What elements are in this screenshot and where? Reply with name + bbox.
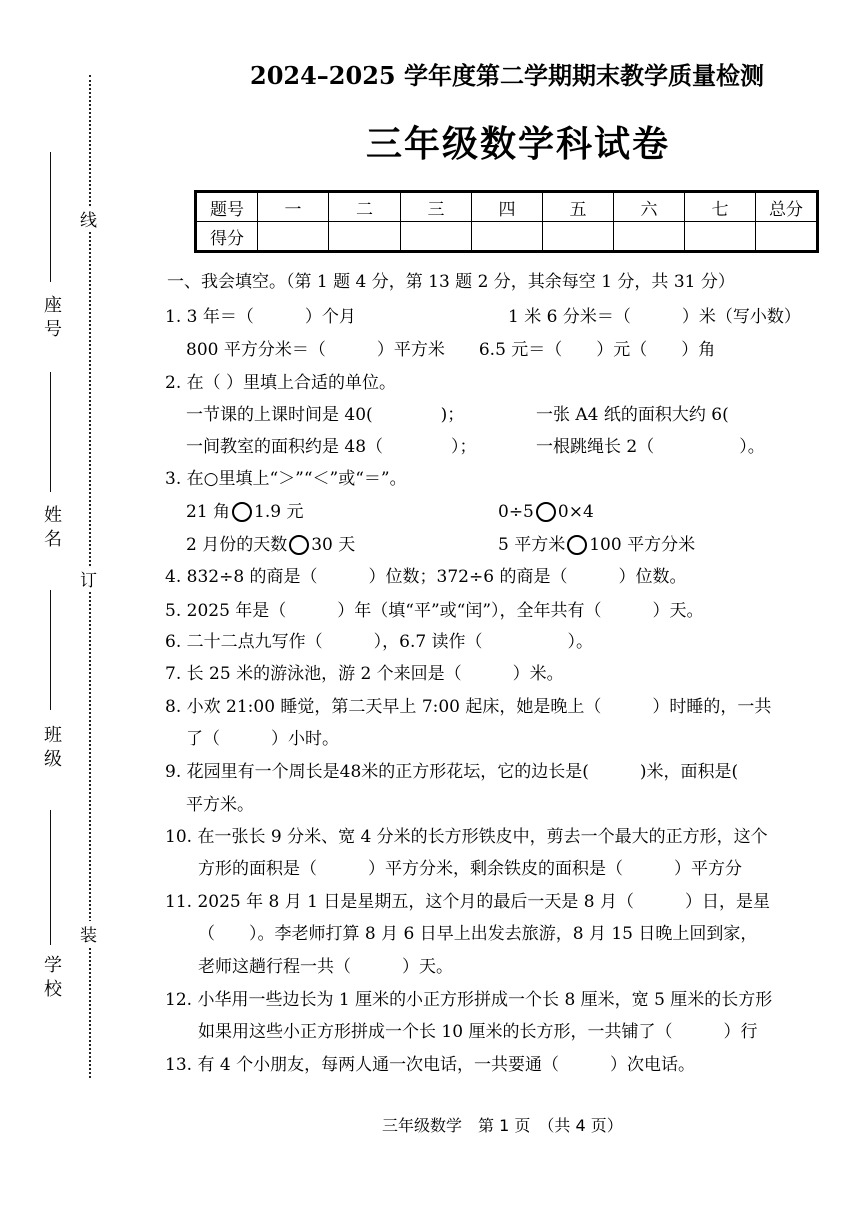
question-9b: 平方米。 bbox=[186, 795, 254, 815]
question-1b: 1 米 6 分米＝（ ）米（写小数） bbox=[508, 307, 801, 327]
question-3b-left: 0÷5 bbox=[498, 502, 534, 522]
question-3a-left: 21 角 bbox=[186, 502, 231, 522]
question-12b: 如果用这些小正方形拼成一个长 10 厘米的长方形，一共铺了（ ）行 bbox=[198, 1022, 758, 1042]
question-3a-right: 1.9 元 bbox=[254, 502, 304, 522]
school-blank bbox=[50, 810, 51, 945]
binding-marker-line: 线 bbox=[80, 206, 97, 231]
question-3d bbox=[498, 535, 695, 555]
binding-marker-ding: 订 bbox=[80, 566, 97, 591]
score-table-column: 五 bbox=[543, 192, 614, 222]
score-table-column: 三 bbox=[401, 192, 472, 222]
question-3d-left: 5 平方米 bbox=[498, 535, 566, 555]
question-2c: 一间教室的面积约是 48（ ）； bbox=[186, 437, 477, 457]
question-2b: 一张 A4 纸的面积大约 6( bbox=[536, 405, 729, 425]
question-8a: 8. 小欢 21:00 睡觉，第二天早上 7:00 起床，她是晚上（ ）时睡的，一共 bbox=[165, 697, 772, 717]
question-8b: 了（ ）小时。 bbox=[186, 729, 339, 749]
score-cell[interactable] bbox=[685, 222, 756, 252]
score-table-column: 总分 bbox=[756, 192, 818, 222]
question-3c-left: 2 月份的天数 bbox=[186, 535, 288, 555]
question-1a: 1. 3 年＝（ ）个月 bbox=[165, 307, 356, 327]
score-table-header-row bbox=[196, 192, 818, 222]
compare-circle[interactable] bbox=[536, 502, 556, 522]
score-table-column: 一 bbox=[258, 192, 329, 222]
binding-marker-zhuang: 装 bbox=[80, 921, 97, 946]
question-10a: 10. 在一张长 9 分米、宽 4 分米的长方形铁皮中，剪去一个最大的正方形，这个 bbox=[165, 827, 768, 847]
score-table bbox=[194, 190, 819, 253]
score-cell[interactable] bbox=[401, 222, 472, 252]
question-11a: 11. 2025 年 8 月 1 日是星期五，这个月的最后一天是 8 月（ ）日，是星 bbox=[165, 892, 770, 912]
question-5: 5. 2025 年是（ ）年（填“平”或“闰”），全年共有（ ）天。 bbox=[165, 601, 704, 621]
question-4: 4. 832÷8 的商是（ ）位数；372÷6 的商是（ ）位数。 bbox=[165, 567, 687, 587]
question-11b: （ ）。李老师打算 8 月 6 日早上出发去旅游，8 月 15 日晚上回到家， bbox=[198, 924, 758, 944]
class-label: 班级 bbox=[41, 725, 62, 773]
name-blank bbox=[50, 372, 51, 492]
compare-circle[interactable] bbox=[289, 535, 309, 555]
question-12a: 12. 小华用一些边长为 1 厘米的小正方形拼成一个长 8 厘米，宽 5 厘米的长方形 bbox=[165, 990, 773, 1010]
score-cell[interactable] bbox=[543, 222, 614, 252]
school-label: 学校 bbox=[41, 955, 62, 1003]
question-11c: 老师这趟行程一共（ ）天。 bbox=[198, 957, 453, 977]
question-3b bbox=[498, 502, 594, 522]
question-2a: 一节课的上课时间是 40( )； bbox=[186, 405, 465, 425]
seat-number-blank bbox=[50, 152, 51, 282]
score-cell[interactable] bbox=[258, 222, 329, 252]
score-table-column: 六 bbox=[614, 192, 685, 222]
score-table-row-header: 得分 bbox=[196, 222, 258, 252]
score-table-column: 四 bbox=[472, 192, 543, 222]
question-7: 7. 长 25 米的游泳池，游 2 个来回是（ ）米。 bbox=[165, 664, 564, 684]
question-3c bbox=[186, 535, 355, 555]
section-heading: 一、我会填空。（第 1 题 4 分，第 13 题 2 分，其余每空 1 分，共 31 分） bbox=[167, 272, 735, 292]
question-2d: 一根跳绳长 2（ ）。 bbox=[536, 437, 765, 457]
question-3c-right: 30 天 bbox=[311, 535, 356, 555]
exam-title: 2024–2025 学年度第二学期期末教学质量检测 bbox=[250, 61, 764, 90]
compare-circle[interactable] bbox=[567, 535, 587, 555]
class-blank bbox=[50, 590, 51, 710]
score-cell[interactable] bbox=[756, 222, 818, 252]
score-table-column: 二 bbox=[329, 192, 401, 222]
score-table-score-row bbox=[196, 222, 818, 252]
question-1c: 800 平方分米＝（ ）平方米 6.5 元＝（ ）元（ ）角 bbox=[186, 340, 716, 360]
question-3: 3. 在○里填上“＞”“＜”或“＝”。 bbox=[165, 469, 407, 489]
question-3b-right: 0×4 bbox=[557, 502, 594, 522]
question-2: 2. 在（ ）里填上合适的单位。 bbox=[165, 373, 397, 393]
question-6: 6. 二十二点九写作（ ），6.7 读作（ ）。 bbox=[165, 632, 594, 652]
question-3d-right: 100 平方分米 bbox=[589, 535, 696, 555]
score-table-row-header: 题号 bbox=[196, 192, 258, 222]
question-3a bbox=[186, 502, 304, 522]
name-label: 姓名 bbox=[41, 505, 62, 553]
page-footer: 三年级数学 第 1 页 （共 4 页） bbox=[382, 1116, 623, 1135]
seat-number-label: 座号 bbox=[41, 295, 62, 343]
question-13: 13. 有 4 个小朋友，每两人通一次电话，一共要通（ ）次电话。 bbox=[165, 1055, 696, 1075]
score-cell[interactable] bbox=[472, 222, 543, 252]
score-cell[interactable] bbox=[614, 222, 685, 252]
score-cell[interactable] bbox=[329, 222, 401, 252]
score-table-column: 七 bbox=[685, 192, 756, 222]
question-10b: 方形的面积是（ ）平方分米，剩余铁皮的面积是（ ）平方分 bbox=[198, 859, 742, 879]
exam-subtitle: 三年级数学科试卷 bbox=[366, 123, 671, 165]
compare-circle[interactable] bbox=[232, 502, 252, 522]
question-9a: 9. 花园里有一个周长是48米的正方形花坛，它的边长是( )米，面积是( bbox=[165, 762, 739, 782]
